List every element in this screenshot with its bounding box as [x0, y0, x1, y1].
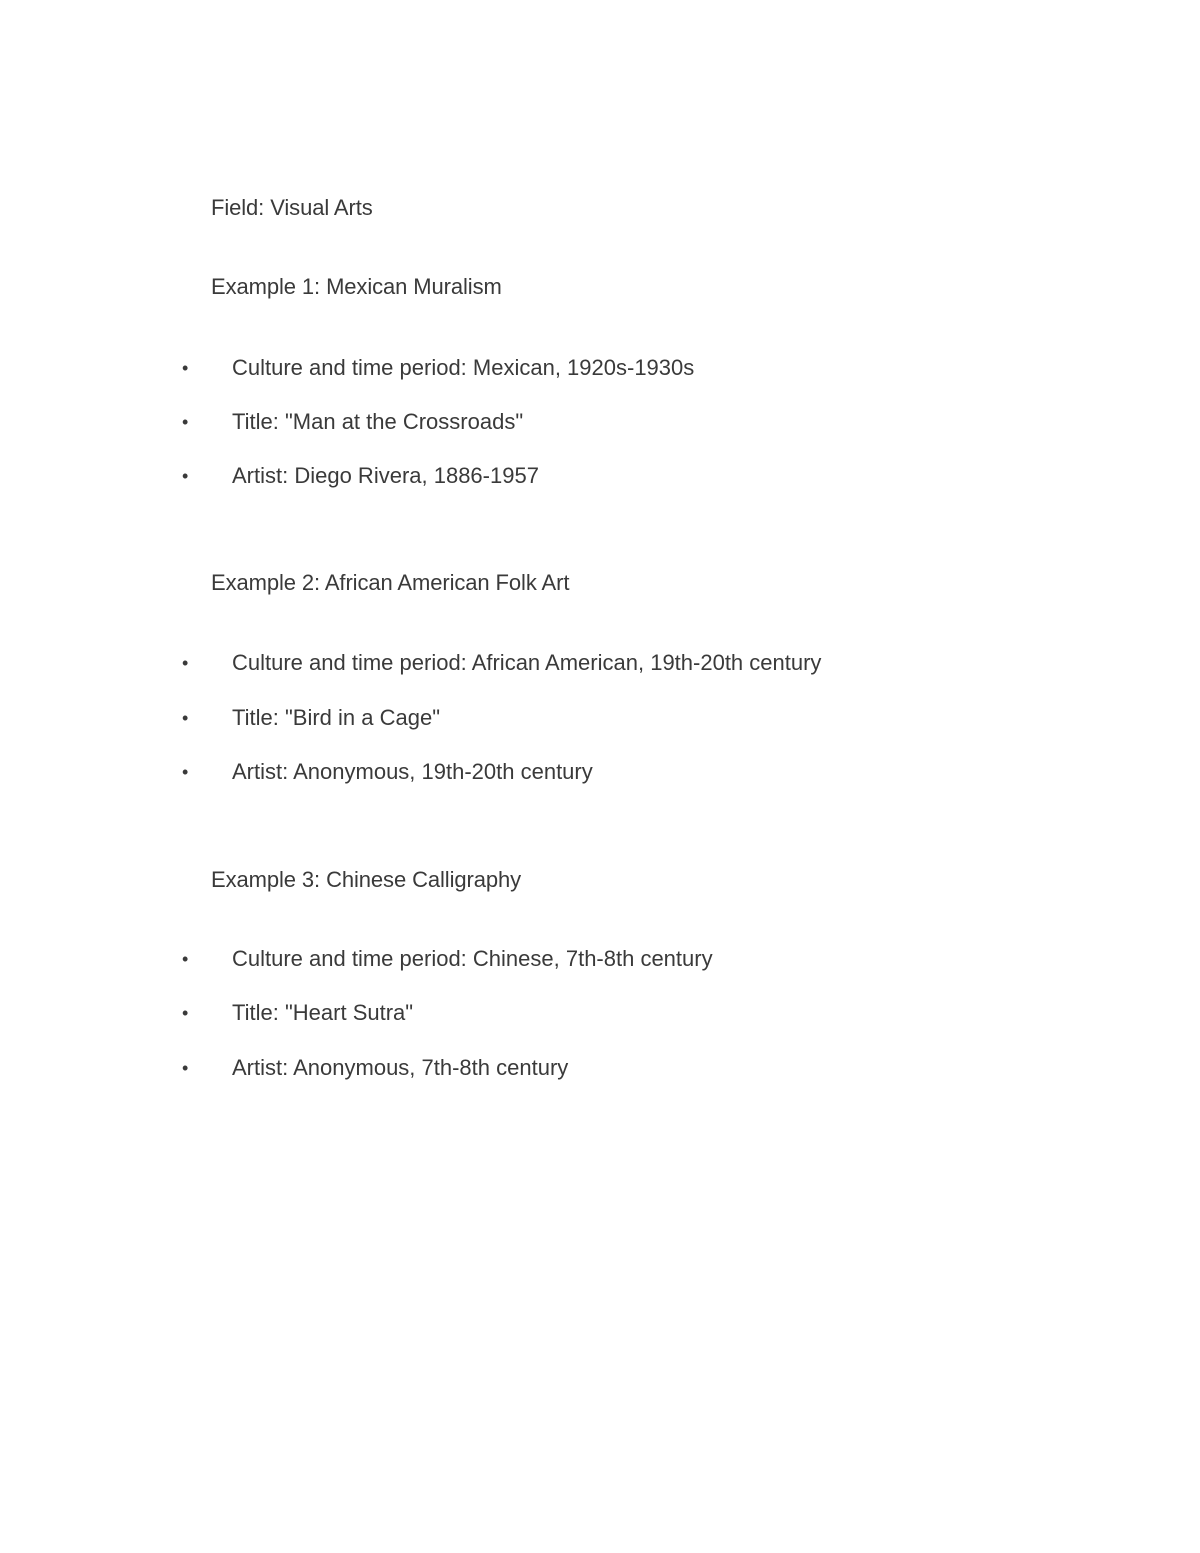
list-item-text: Title: "Man at the Crossroads" [232, 409, 524, 434]
list-item-text: Culture and time period: Mexican, 1920s-1930s [232, 355, 695, 380]
field-heading: Field: Visual Arts [211, 195, 373, 220]
list-item-text: Culture and time period: Chinese, 7th-8th century [232, 946, 713, 971]
list-item-text: Title: "Heart Sutra" [232, 1000, 414, 1025]
list-item-text: Artist: Diego Rivera, 1886-1957 [232, 463, 539, 488]
bullet-icon: • [182, 762, 189, 782]
bullet-icon: • [182, 653, 189, 673]
list-item-text: Artist: Anonymous, 7th-8th century [232, 1055, 569, 1080]
bullet-icon: • [182, 1003, 189, 1023]
list-item-text: Culture and time period: African American, 19th-20th century [232, 650, 822, 675]
example-3-heading: Example 3: Chinese Calligraphy [211, 867, 522, 892]
bullet-icon: • [182, 466, 189, 486]
bullet-icon: • [182, 358, 189, 378]
bullet-icon: • [182, 708, 189, 728]
list-item-text: Title: "Bird in a Cage" [232, 705, 441, 730]
example-1-heading: Example 1: Mexican Muralism [211, 274, 502, 299]
example-2-heading: Example 2: African American Folk Art [211, 570, 570, 595]
bullet-icon: • [182, 1058, 189, 1078]
bullet-icon: • [182, 949, 189, 969]
list-item-text: Artist: Anonymous, 19th-20th century [232, 759, 593, 784]
bullet-icon: • [182, 412, 189, 432]
